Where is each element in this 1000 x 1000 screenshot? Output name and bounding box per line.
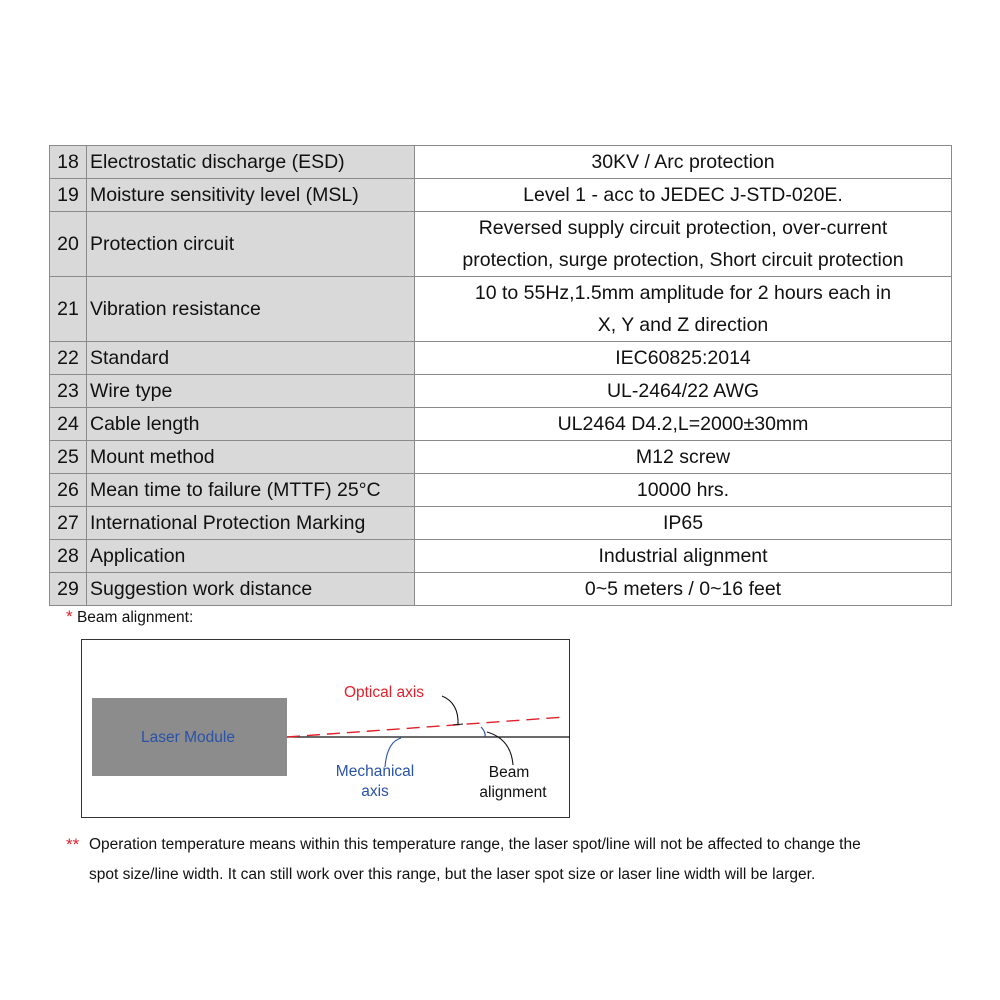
value-line: 10 to 55Hz,1.5mm amplitude for 2 hours each in — [474, 282, 892, 304]
table-row — [50, 342, 952, 375]
parameter-value — [415, 277, 952, 342]
table-row — [50, 375, 952, 408]
optical-axis-label: Optical axis — [343, 684, 425, 701]
value-line: X, Y and Z direction — [597, 314, 769, 336]
table-row — [50, 441, 952, 474]
parameter-name: Wire type — [87, 375, 415, 408]
parameter-name: Mean time to failure (MTTF) 25°C — [87, 474, 415, 507]
parameter-name: Vibration resistance — [87, 277, 415, 342]
parameter-value: M12 screw — [415, 441, 952, 474]
value-line: Reversed supply circuit protection, over-current — [478, 217, 888, 239]
beam-alignment-diagram — [81, 639, 571, 819]
footnote-marker: ** — [66, 835, 80, 854]
table-row — [50, 573, 952, 606]
beam-alignment-note — [66, 607, 193, 627]
parameter-name: Application — [87, 540, 415, 573]
mechanical-axis-label: axis — [361, 783, 389, 800]
parameter-value — [415, 212, 952, 277]
mechanical-axis-label: Mechanical — [335, 763, 415, 780]
table-row — [50, 408, 952, 441]
row-number: 28 — [50, 540, 87, 573]
parameter-name: International Protection Marking — [87, 507, 415, 540]
parameter-value: UL-2464/22 AWG — [415, 375, 952, 408]
row-number: 22 — [50, 342, 87, 375]
parameter-name: Cable length — [87, 408, 415, 441]
parameter-name: Mount method — [87, 441, 415, 474]
table-row — [50, 212, 952, 277]
laser-module-label: Laser Module — [141, 729, 235, 746]
row-number: 18 — [50, 146, 87, 179]
table-row — [50, 146, 952, 179]
table-row — [50, 277, 952, 342]
value-line: protection, surge protection, Short circuit protection — [462, 249, 904, 271]
table-row — [50, 474, 952, 507]
row-number: 29 — [50, 573, 87, 606]
beam-alignment-label: alignment — [479, 784, 547, 801]
row-number: 25 — [50, 441, 87, 474]
parameter-value: IP65 — [415, 507, 952, 540]
parameter-value: 0~5 meters / 0~16 feet — [415, 573, 952, 606]
parameter-name: Moisture sensitivity level (MSL) — [87, 179, 415, 212]
row-number: 21 — [50, 277, 87, 342]
parameter-value: Level 1 - acc to JEDEC J-STD-020E. — [415, 179, 952, 212]
table-row — [50, 179, 952, 212]
row-number: 26 — [50, 474, 87, 507]
parameter-value: 30KV / Arc protection — [415, 146, 952, 179]
row-number: 24 — [50, 408, 87, 441]
temperature-note — [66, 830, 946, 890]
parameter-value: 10000 hrs. — [415, 474, 952, 507]
parameter-value: UL2464 D4.2,L=2000±30mm — [415, 408, 952, 441]
parameter-name: Standard — [87, 342, 415, 375]
row-number: 19 — [50, 179, 87, 212]
parameter-name: Protection circuit — [87, 212, 415, 277]
row-number: 23 — [50, 375, 87, 408]
row-number: 27 — [50, 507, 87, 540]
spec-table — [49, 145, 952, 606]
parameter-value: Industrial alignment — [415, 540, 952, 573]
note-text: Beam alignment: — [76, 609, 194, 626]
note-text: Operation temperature means within this temperature range, the laser spot/line will not be affected to change the — [89, 836, 861, 853]
parameter-name: Electrostatic discharge (ESD) — [87, 146, 415, 179]
table-row — [50, 540, 952, 573]
footnote-marker: * — [66, 607, 73, 626]
table-row — [50, 507, 952, 540]
row-number: 20 — [50, 212, 87, 277]
parameter-value: IEC60825:2014 — [415, 342, 952, 375]
parameter-name: Suggestion work distance — [87, 573, 415, 606]
note-text: spot size/line width. It can still work over this range, but the laser spot size or laser line width will be larger. — [89, 866, 816, 883]
beam-alignment-label: Beam — [488, 764, 530, 781]
